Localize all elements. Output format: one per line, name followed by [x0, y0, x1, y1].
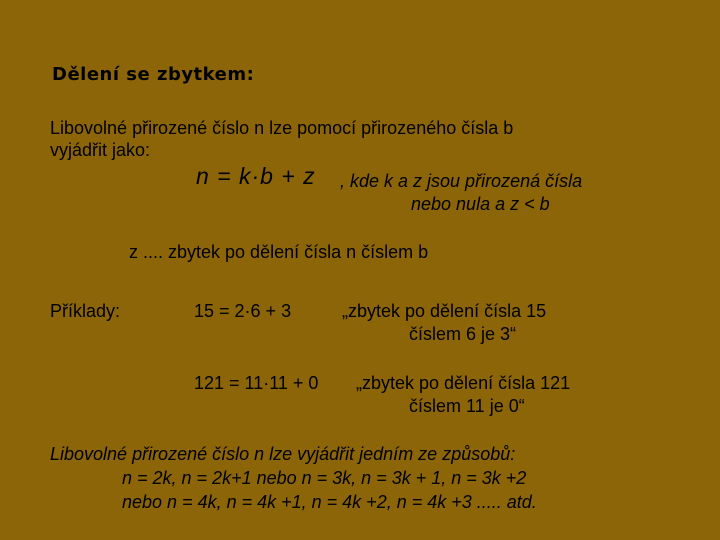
- summary-line-1: Libovolné přirozené číslo n lze vyjádřit jedním ze způsobů:: [50, 444, 516, 464]
- remainder-definition: z .... zbytek po dělení čísla n číslem b: [129, 242, 429, 262]
- formula-note-line-1: , kde k a z jsou přirozená čísla: [340, 171, 583, 191]
- slide-title: Dělení se zbytkem:: [52, 64, 255, 85]
- formula: n = k·b + z: [196, 163, 316, 189]
- example-1-note-line-2: číslem 6 je 3“: [409, 324, 517, 344]
- intro-line-2: vyjádřit jako:: [50, 140, 151, 160]
- intro-line-1: Libovolné přirozené číslo n lze pomocí přirozeného čísla b: [50, 118, 514, 138]
- example-2-note-line-1: „zbytek po dělení čísla 121: [356, 373, 571, 393]
- example-2-note-line-2: číslem 11 je 0“: [409, 396, 525, 416]
- example-1-equation: 15 = 2·6 + 3: [194, 301, 292, 321]
- examples-label: Příklady:: [50, 301, 121, 321]
- formula-note-line-2: nebo nula a z < b: [411, 194, 550, 214]
- example-2-equation: 121 = 11·11 + 0: [194, 373, 319, 393]
- summary-line-2: n = 2k, n = 2k+1 nebo n = 3k, n = 3k + 1, n = 3k +2: [122, 468, 527, 488]
- example-1-note-line-1: „zbytek po dělení čísla 15: [342, 301, 547, 321]
- summary-line-3: nebo n = 4k, n = 4k +1, n = 4k +2, n = 4k +3 ..... atd.: [122, 492, 537, 512]
